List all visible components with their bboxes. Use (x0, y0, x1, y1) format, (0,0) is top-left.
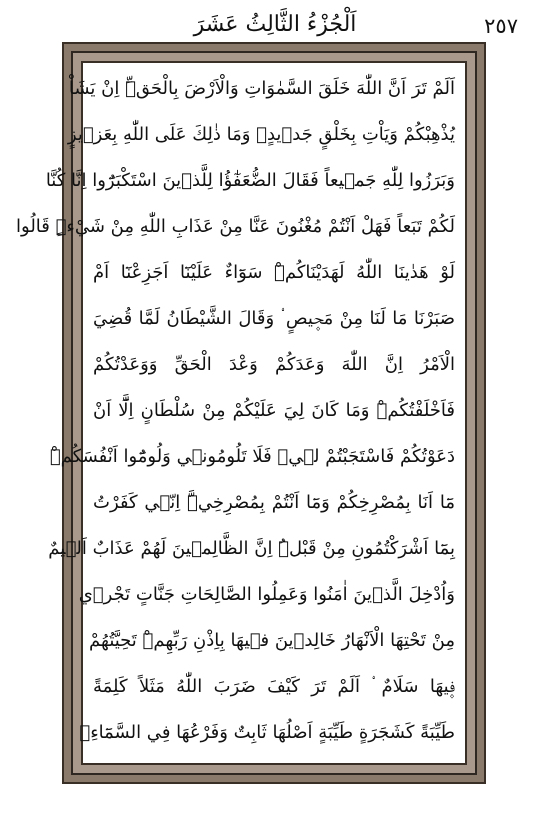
text-line-9: دَعَوْتُكُمْ فَاسْتَجَبْتُمْ ل۪يۚ فَلَا تَلُومُون۪ي وَلُومُٓوا اَنْفُسَكُمْۜ (49, 446, 455, 467)
text-area (16, 61, 467, 765)
text-line-6: صَبَرْنَا مَا لَنَا مِنْ مَح۪يصٍ ۟ وَقَالَ الشَّيْطَانُ لَمَّا قُضِيَ (93, 308, 455, 329)
text-line-15: طَيِّبَةً كَشَجَرَةٍ طَيِّبَةٍ اَصْلُهَا ثَابِتٌ وَفَرْعُهَا فِي السَّمَٓاءِۙ (79, 722, 455, 743)
text-line-2: يُذْهِبْكُمْ وَيَاْتِ بِخَلْقٍ جَد۪يدٍۙ وَمَا ذٰلِكَ عَلَى اللّٰهِ بِعَز۪يزٍ (67, 124, 455, 145)
page-header (0, 10, 550, 44)
text-line-10: مَٓا اَنَا بِمُصْرِخِكُمْ وَمَٓا اَنْتُمْ بِمُصْرِخِيَّۜ اِنّ۪ي كَفَرْتُ (93, 492, 455, 513)
text-line-8: فَاَخْلَفْتُكُمْۜ وَمَا كَانَ لِيَ عَلَيْكُمْ مِنْ سُلْطَانٍ اِلَّٓا اَنْ (93, 400, 455, 421)
text-line-1: اَلَمْ تَرَ اَنَّ اللّٰهَ خَلَقَ السَّمٰوَاتِ وَالْاَرْضَ بِالْحَقِّۜ اِنْ يَشَاْ (68, 78, 455, 99)
text-line-4: لَكُمْ تَبَعاً فَهَلْ اَنْتُمْ مُغْنُونَ عَنَّا مِنْ عَذَابِ اللّٰهِ مِنْ شَيْءٍۜ قَالُوا (16, 216, 455, 237)
juz-title: اَلْجُزْءُ الثَّالِثُ عَشَرَ (193, 12, 357, 37)
text-line-12: وَاُدْخِلَ الَّذ۪ينَ اٰمَنُوا وَعَمِلُوا الصَّالِحَاتِ جَنَّاتٍ تَجْر۪ي (78, 584, 455, 605)
text-line-5: لَوْ هَدٰينَا اللّٰهُ لَهَدَيْنَاكُمْۜ سَوَٓاءٌ عَلَيْنَٓا اَجَزِعْنَٓا اَمْ (93, 262, 455, 283)
text-line-14: ف۪يهَا سَلَامٌ ۟ اَلَمْ تَرَ كَيْفَ ضَرَبَ اللّٰهُ مَثَلاً كَلِمَةً (93, 676, 455, 697)
quran-text-block (16, 67, 455, 755)
text-line-3: وَبَرَزُوا لِلّٰهِ جَم۪يعاً فَقَالَ الضُّعَفٰٓؤُا لِلَّذ۪ينَ اسْتَكْبَرُٓوا اِنَّا كُنَّا (45, 170, 455, 191)
frame-border (16, 51, 477, 775)
page-number: ٢٥٧ (484, 14, 518, 38)
text-line-13: مِنْ تَحْتِهَا الْاَنْهَارُ خَالِد۪ينَ ف۪يهَا بِاِذْنِ رَبِّهِمْۜ تَحِيَّتُهُمْ (89, 630, 455, 651)
page-frame (16, 42, 486, 784)
text-line-7: الْاَمْرُ اِنَّ اللّٰهَ وَعَدَكُمْ وَعْدَ الْحَقِّ وَوَعَدْتُكُمْ (93, 354, 455, 375)
text-line-11: بِمَٓا اَشْرَكْتُمُونِ مِنْ قَبْلُۜ اِنَّ الظَّالِم۪ينَ لَهُمْ عَذَابٌ اَل۪يمٌ (48, 538, 455, 559)
